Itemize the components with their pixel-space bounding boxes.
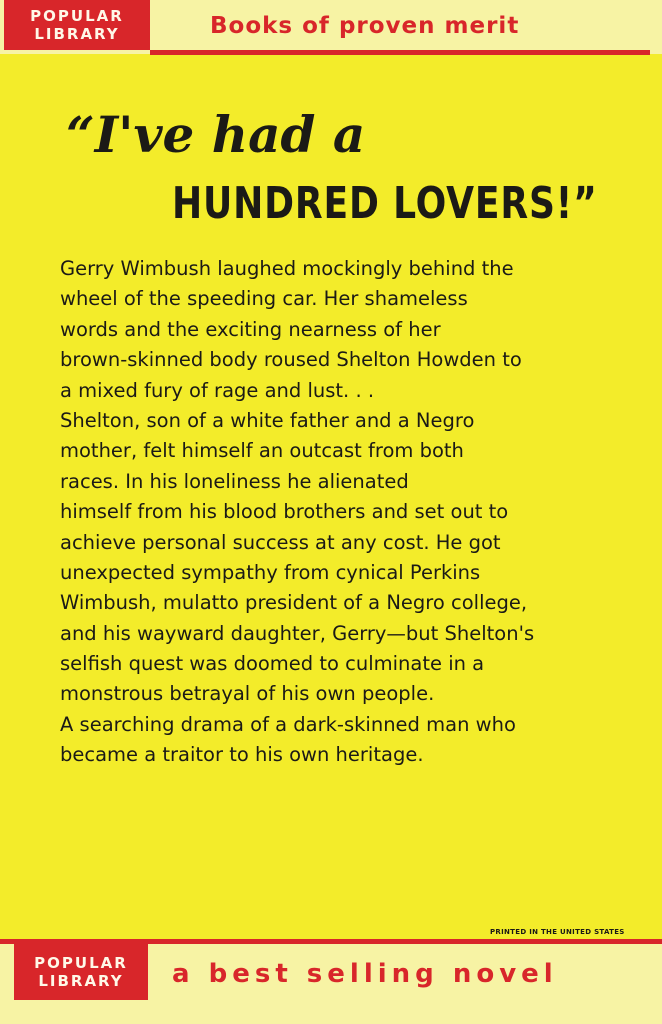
logo-line-1: POPULAR — [34, 954, 128, 972]
blurb-line: achieve personal success at any cost. He got — [60, 530, 501, 554]
blurb-line: became a traitor to his own heritage. — [60, 743, 424, 767]
blurb-line: a mixed fury of rage and lust. . . — [60, 378, 375, 402]
blurb-line: Gerry Wimbush laughed mockingly behind the — [60, 257, 514, 280]
printed-notice: PRINTED IN THE UNITED STATES — [490, 928, 625, 936]
header-tagline: Books of proven merit — [210, 13, 520, 39]
publisher-logo-top — [4, 0, 150, 50]
footer-tagline: a best selling novel — [172, 959, 558, 989]
blurb-line: and his wayward daughter, Gerry—but Shelton's — [60, 621, 535, 645]
blurb-line: himself from his blood brothers and set out to — [60, 500, 509, 524]
headline-line-1: “I've had a — [66, 105, 366, 164]
blurb-line: races. In his loneliness he alienated — [60, 469, 409, 493]
blurb-line: Shelton, son of a white father and a Negro — [60, 408, 475, 432]
logo-line-2: LIBRARY — [38, 972, 124, 990]
blurb-line: Wimbush, mulatto president of a Negro college, — [60, 591, 528, 615]
blurb-line: selfish quest was doomed to culminate in a — [60, 652, 485, 676]
logo-line-2: LIBRARY — [34, 25, 120, 43]
blurb-line: unexpected sympathy from cynical Perkins — [60, 560, 481, 584]
logo-line-1: POPULAR — [30, 7, 124, 25]
blurb-line: mother, felt himself an outcast from both — [60, 439, 464, 463]
blurb-line: words and the exciting nearness of her — [60, 317, 441, 341]
publisher-logo-bottom — [14, 944, 148, 1000]
header-rule — [150, 50, 650, 55]
blurb-line: brown-skinned body roused Shelton Howden to — [60, 348, 522, 372]
blurb-line: A searching drama of a dark-skinned man who — [60, 712, 516, 736]
blurb-line: monstrous betrayal of his own people. — [60, 682, 435, 706]
blurb-line: wheel of the speeding car. Her shameless — [60, 287, 468, 311]
headline-line-2: HUNDRED LOVERS!” — [172, 178, 598, 229]
blurb-text — [60, 254, 640, 771]
